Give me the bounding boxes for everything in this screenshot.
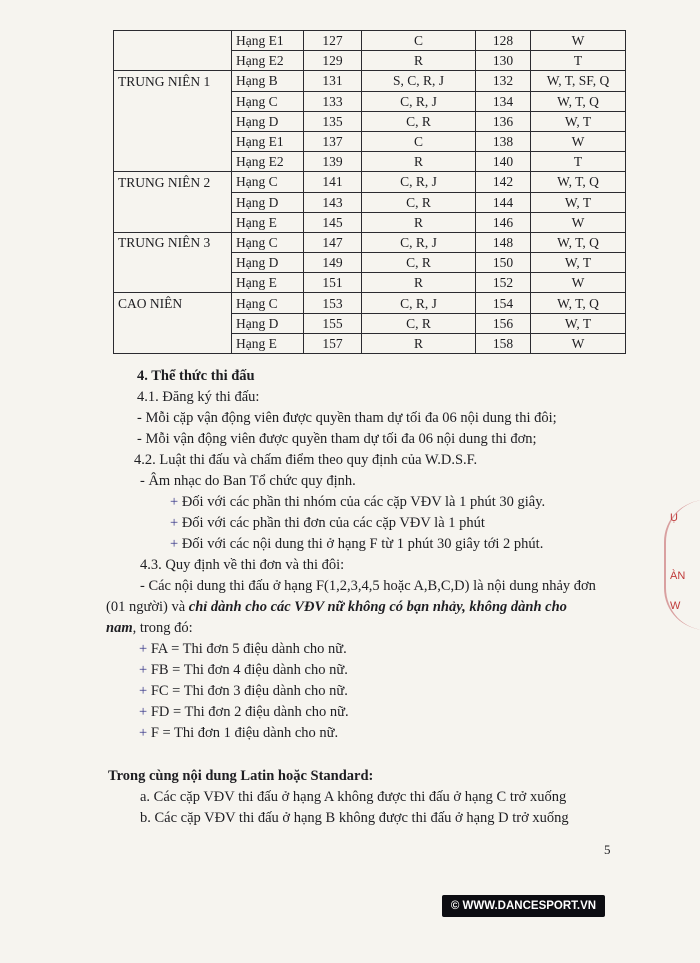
standard-dances-cell: W (531, 131, 626, 151)
event-number-cell: 128 (476, 31, 531, 51)
event-number-cell: 150 (476, 253, 531, 273)
event-number-cell: 151 (304, 273, 362, 293)
section-4-3-title: 4.3. Quy định về thi đơn và thi đôi: (140, 557, 345, 573)
rank-cell: Hạng C (232, 91, 304, 111)
latin-dances-cell: C (362, 31, 476, 51)
event-number-cell: 132 (476, 71, 531, 91)
website-watermark: © WWW.DANCESPORT.VN (442, 895, 605, 917)
group-cell (114, 273, 232, 293)
latin-dances-cell: C, R (362, 111, 476, 131)
event-number-cell: 154 (476, 293, 531, 313)
music-rule: - Âm nhạc do Ban Tổ chức quy định. (140, 473, 356, 489)
event-number-cell: 157 (304, 333, 362, 353)
group-cell (114, 333, 232, 353)
solo-rule-line-3: nam, trong đó: (106, 620, 193, 636)
latin-rule-b: b. Các cặp VĐV thi đấu ở hạng B không được thi đấu ở hạng D trở xuống (140, 810, 569, 826)
table-row (114, 31, 626, 51)
rank-cell: Hạng E1 (232, 131, 304, 151)
table-row (114, 212, 626, 232)
table-row (114, 152, 626, 172)
standard-dances-cell: W, T, Q (531, 293, 626, 313)
event-number-cell: 134 (476, 91, 531, 111)
event-number-cell: 152 (476, 273, 531, 293)
latin-dances-cell: S, C, R, J (362, 71, 476, 91)
fa-definition: + FA = Thi đơn 5 điệu dành cho nữ. (139, 641, 347, 657)
standard-dances-cell: W, T (531, 313, 626, 333)
latin-dances-cell: C, R (362, 313, 476, 333)
standard-dances-cell: W, T (531, 192, 626, 212)
rank-cell: Hạng E (232, 212, 304, 232)
event-number-cell: 139 (304, 152, 362, 172)
table-row (114, 273, 626, 293)
standard-dances-cell: W, T, Q (531, 232, 626, 252)
f-definition: + F = Thi đơn 1 điệu dành cho nữ. (139, 725, 339, 741)
table-row (114, 293, 626, 313)
latin-dances-cell: C, R, J (362, 293, 476, 313)
group-cell (114, 131, 232, 151)
rank-cell: Hạng C (232, 293, 304, 313)
event-number-cell: 130 (476, 51, 531, 71)
rank-cell: Hạng C (232, 172, 304, 192)
table-row (114, 111, 626, 131)
group-cell (114, 51, 232, 71)
rank-cell: Hạng E (232, 333, 304, 353)
event-number-cell: 145 (304, 212, 362, 232)
table-row (114, 51, 626, 71)
rule-pair-events: - Mỗi cặp vận động viên được quyền tham dự tối đa 06 nội dung thi đôi; (137, 410, 557, 426)
standard-dances-cell: W (531, 31, 626, 51)
latin-dances-cell: C, R, J (362, 91, 476, 111)
group-cell (114, 152, 232, 172)
latin-rule-a: a. Các cặp VĐV thi đấu ở hạng A không được thi đấu ở hạng C trở xuống (140, 789, 567, 805)
event-number-cell: 158 (476, 333, 531, 353)
latin-dances-cell: C, R, J (362, 172, 476, 192)
event-number-cell: 127 (304, 31, 362, 51)
red-stamp-fragment: Ụ ÀN W (664, 500, 700, 630)
latin-dances-cell: R (362, 212, 476, 232)
rank-cell: Hạng B (232, 71, 304, 91)
music-f-duration: + Đối với các nội dung thi ở hạng F từ 1 phút 30 giây tới 2 phút. (170, 536, 544, 552)
rank-cell: Hạng E (232, 273, 304, 293)
event-number-cell: 131 (304, 71, 362, 91)
fc-definition: + FC = Thi đơn 3 điệu dành cho nữ. (139, 683, 348, 699)
standard-dances-cell: W, T (531, 253, 626, 273)
table-row (114, 313, 626, 333)
table-row (114, 192, 626, 212)
event-number-cell: 155 (304, 313, 362, 333)
group-cell (114, 111, 232, 131)
rank-cell: Hạng E1 (232, 31, 304, 51)
latin-dances-cell: R (362, 152, 476, 172)
fb-definition: + FB = Thi đơn 4 điệu dành cho nữ. (139, 662, 348, 678)
rank-cell: Hạng D (232, 111, 304, 131)
latin-dances-cell: C, R (362, 192, 476, 212)
group-cell (114, 212, 232, 232)
solo-rule-line-1: - Các nội dung thi đấu ở hạng F(1,2,3,4,5 hoặc A,B,C,D) là nội dung nhảy đơn (140, 578, 596, 594)
rank-cell: Hạng D (232, 253, 304, 273)
event-number-cell: 149 (304, 253, 362, 273)
event-number-cell: 138 (476, 131, 531, 151)
standard-dances-cell: W, T, Q (531, 91, 626, 111)
latin-dances-cell: R (362, 51, 476, 71)
group-cell: CAO NIÊN (114, 293, 232, 313)
event-number-cell: 148 (476, 232, 531, 252)
standard-dances-cell: W (531, 273, 626, 293)
event-number-cell: 135 (304, 111, 362, 131)
group-cell (114, 192, 232, 212)
table-row (114, 172, 626, 192)
event-number-cell: 143 (304, 192, 362, 212)
group-cell (114, 91, 232, 111)
event-number-cell: 142 (476, 172, 531, 192)
event-number-cell: 133 (304, 91, 362, 111)
standard-dances-cell: T (531, 152, 626, 172)
music-solo-duration: + Đối với các phần thi đơn của các cặp VĐV là 1 phút (170, 515, 485, 531)
event-number-cell: 140 (476, 152, 531, 172)
table-row (114, 232, 626, 252)
rank-cell: Hạng D (232, 313, 304, 333)
event-number-cell: 147 (304, 232, 362, 252)
latin-dances-cell: C, R (362, 253, 476, 273)
standard-dances-cell: W (531, 333, 626, 353)
section-4-2-title: 4.2. Luật thi đấu và chấm điểm theo quy định của W.D.S.F. (134, 452, 478, 468)
table-row (114, 91, 626, 111)
latin-dances-cell: C, R, J (362, 232, 476, 252)
solo-rule-line-2: (01 người) và chỉ dành cho các VĐV nữ không có bạn nhảy, không dành cho (106, 599, 567, 615)
group-cell: TRUNG NIÊN 1 (114, 71, 232, 91)
latin-dances-cell: R (362, 333, 476, 353)
section-4-heading: 4. Thể thức thi đấu (137, 368, 255, 384)
standard-dances-cell: W, T, SF, Q (531, 71, 626, 91)
group-cell (114, 253, 232, 273)
event-number-cell: 144 (476, 192, 531, 212)
group-cell: TRUNG NIÊN 2 (114, 172, 232, 192)
standard-dances-cell: W (531, 212, 626, 232)
event-number-cell: 129 (304, 51, 362, 71)
event-number-cell: 136 (476, 111, 531, 131)
latin-standard-heading: Trong cùng nội dung Latin hoặc Standard: (108, 768, 374, 784)
rank-cell: Hạng D (232, 192, 304, 212)
page-number: 5 (604, 842, 611, 857)
rank-cell: Hạng C (232, 232, 304, 252)
latin-dances-cell: R (362, 273, 476, 293)
rule-solo-events: - Mỗi vận động viên được quyền tham dự tối đa 06 nội dung thi đơn; (137, 431, 537, 447)
group-cell (114, 31, 232, 51)
group-cell (114, 313, 232, 333)
plus-bullet: + (170, 536, 179, 552)
standard-dances-cell: T (531, 51, 626, 71)
event-number-cell: 141 (304, 172, 362, 192)
latin-dances-cell: C (362, 131, 476, 151)
rank-cell: Hạng E2 (232, 152, 304, 172)
table-row (114, 333, 626, 353)
fd-definition: + FD = Thi đơn 2 điệu dành cho nữ. (139, 704, 349, 720)
category-table (113, 30, 626, 354)
music-group-duration: + Đối với các phần thi nhóm của các cặp VĐV là 1 phút 30 giây. (170, 494, 546, 510)
event-number-cell: 156 (476, 313, 531, 333)
plus-bullet: + (170, 515, 179, 531)
plus-bullet: + (170, 494, 179, 510)
table-row (114, 71, 626, 91)
rank-cell: Hạng E2 (232, 51, 304, 71)
event-number-cell: 146 (476, 212, 531, 232)
standard-dances-cell: W, T (531, 111, 626, 131)
event-number-cell: 153 (304, 293, 362, 313)
standard-dances-cell: W, T, Q (531, 172, 626, 192)
section-4-1-title: 4.1. Đăng ký thi đấu: (137, 389, 260, 405)
event-number-cell: 137 (304, 131, 362, 151)
table-row (114, 253, 626, 273)
group-cell: TRUNG NIÊN 3 (114, 232, 232, 252)
table-row (114, 131, 626, 151)
